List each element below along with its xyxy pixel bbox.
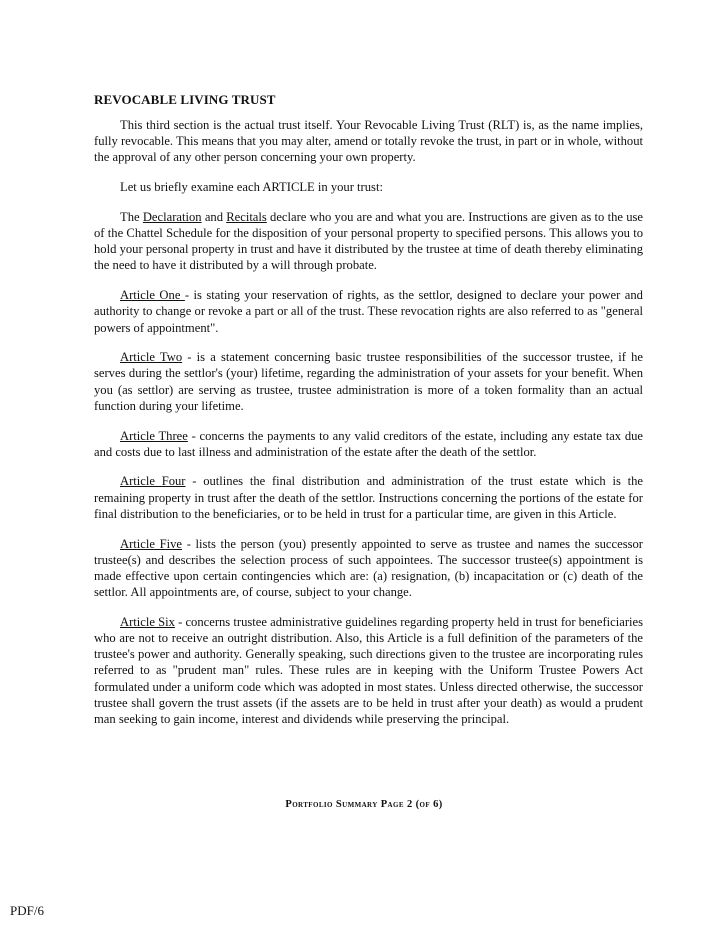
declaration-mid: and [201,209,227,224]
article-five-text: - lists the person (you) presently appointed to serve as trustee and names the successor trustee(s) and describes the selection process of such appointees. The successor trustee(s) appointment is made effective upon certain contingencies which are: (a) resignation, (b) incapacitation or (c) death of the settlor. All appointments are, of course, subject to your change. [94,536,643,600]
article-six-heading: Article Six [120,614,175,629]
article-four-text: - outlines the final distribution and administration of the trust estate which is the remaining property in trust after the death of the settlor. Instructions concerning the portions of the estate for final distribution to the beneficiaries, or to be held in trust for a particular time, are given in this Article. [94,474,644,521]
page-footer: Portfolio Summary Page 2 (of 6) [285,799,443,810]
article-two-heading: Article Two [120,350,183,365]
article-one-text: - is stating your reservation of rights, as the settlor, designed to declare your power and authority to change or revoke a part or all of the trust. These revocation rights are also referred to as "general powers of appointment". [94,288,643,335]
article-six-paragraph [94,614,643,727]
intro-paragraph: This third section is the actual trust itself. Your Revocable Living Trust (RLT) is, as the name implies, fully revocable. This means that you may alter, amend or totally revoke the trust, in part or in whole, without the approval of any other person concerning your own property. [94,118,643,165]
article-four-paragraph [94,473,643,522]
declaration-term: Declaration [142,209,202,224]
article-three-paragraph [94,428,643,460]
article-one-heading: Article One [120,288,185,303]
article-four-heading: Article Four [120,474,186,489]
article-three-text: - concerns the payments to any valid creditors of the estate, including any estate tax due and costs due to last illness and administration of the estate after the death of the settlor. [94,428,644,459]
document-title: REVOCABLE LIVING TRUST [94,92,276,107]
declaration-pre: The [120,209,143,224]
article-six-text: - concerns trustee administrative guidelines regarding property held in trust for beneficiaries who are not to receive an outright distribution. Also, this Article is a full definition of the parameters of the trustee's power and authority. Generally speaking, such directions given to the trustee are incorporating rules referred to as "prudent man" rules. These rules are in keeping with the Uniform Trustee Powers Act formulated under a uniform code which was adopted in most states. Unless directed otherwise, the successor trustee shall govern the trust assets (if the assets are to be held in trust after your death) as would a prudent man seeking to gain income, interest and dividends while preserving the principal. [94,614,644,727]
pdf-page-label: PDF/6 [10,903,44,918]
article-five-heading: Article Five [120,536,183,551]
recitals-term: Recitals [226,209,267,224]
article-five-paragraph [94,536,643,601]
article-two-text: - is a statement concerning basic trustee responsibilities of the successor trustee, if he serves during the settlor's (your) lifetime, regarding the administration of your assets for your benefit. When you (as settlor) are serving as trustee, trustee administration is more of a token formality than an actual function during your lifetime. [94,350,644,413]
examine-paragraph: Let us briefly examine each ARTICLE in your trust: [120,180,383,195]
article-one-paragraph [94,287,643,336]
declaration-paragraph [94,209,643,274]
document-body [94,92,643,741]
article-two-paragraph [94,349,643,414]
declaration-text: declare who you are and what you are. Instructions are given as to the use of the Chattel Schedule for the disposition of your personal property to specified persons. This allows you to hold your personal property in trust and have it distributed by the trustee at time of death thereby eliminating the need to have it distributed by a will through probate. [94,209,643,273]
article-three-heading: Article Three [120,428,188,443]
